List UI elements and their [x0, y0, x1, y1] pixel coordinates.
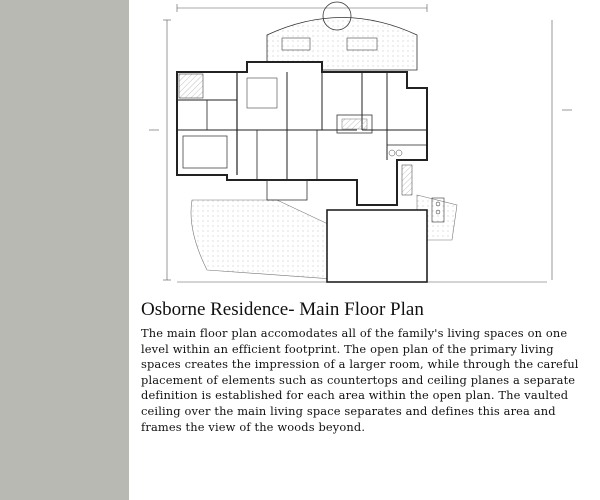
left-sidebar	[0, 0, 129, 500]
floor-plan-drawing	[147, 0, 577, 295]
plan-description: The main floor plan accomodates all of the family's living spaces on one level within an efficient footprint. The open plan of the primary living spaces creates the impression of a larger room, while through the careful placement of elements such as countertops and ceiling planes a separate definition is established for each area within the open plan. The vaulted ceiling over the main living space separates and defines this area and frames the view of the woods beyond.	[141, 326, 579, 434]
plan-title: Osborne Residence- Main Floor Plan	[141, 299, 424, 320]
main-content	[129, 0, 600, 500]
